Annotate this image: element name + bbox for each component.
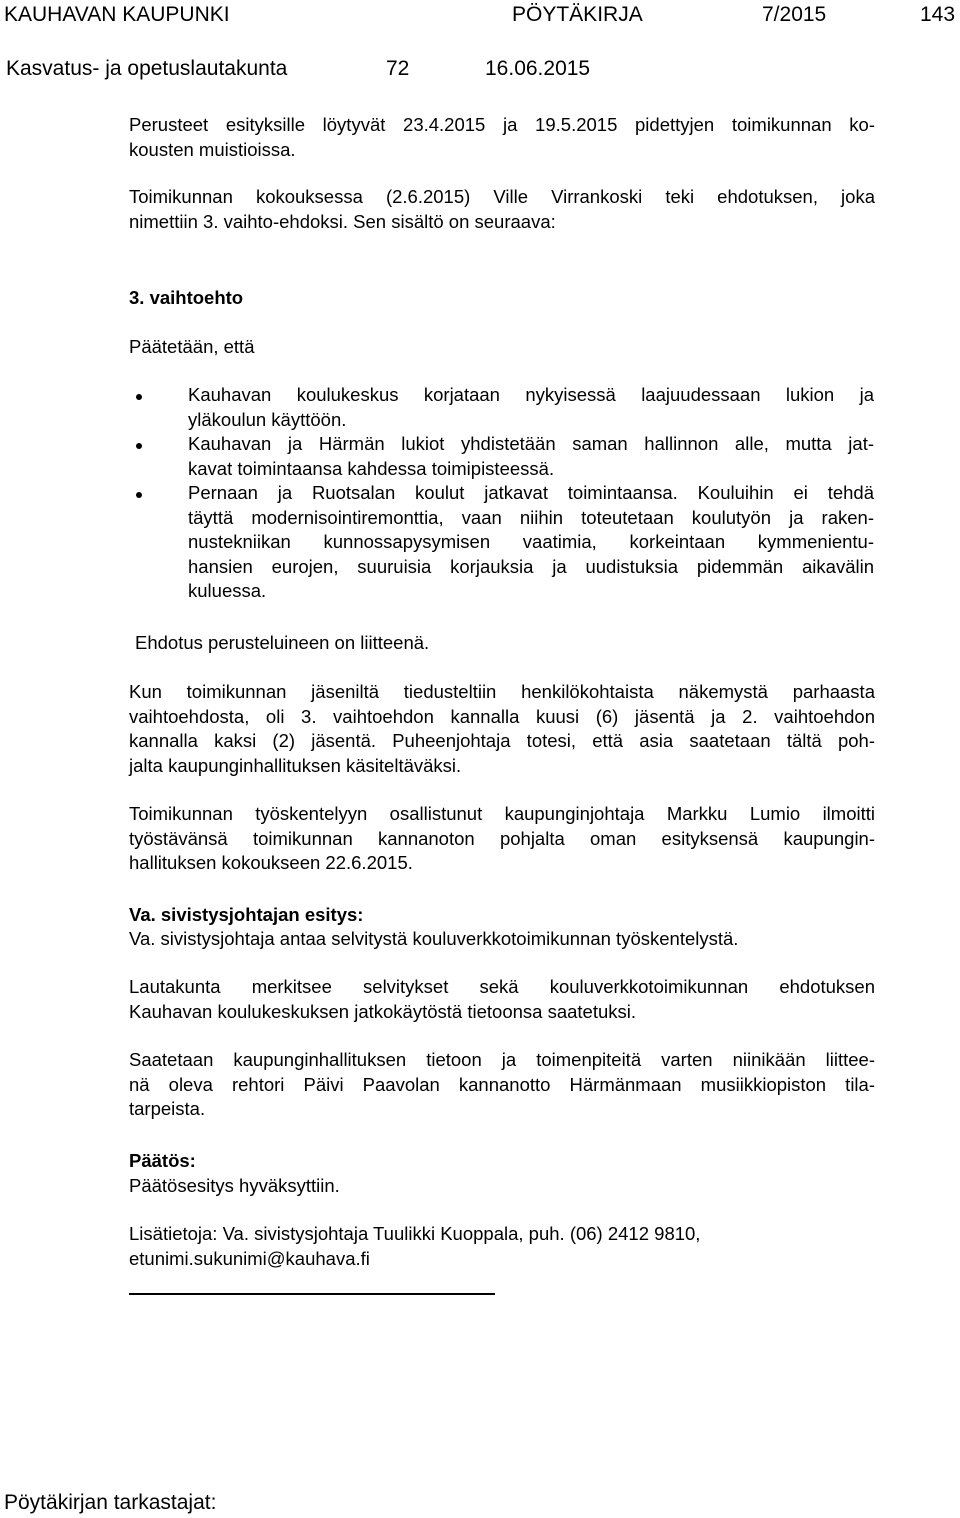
paragraph-board: Lautakunta merkitsee selvitykset sekä kouluverkkotoimikunnan ehdotuksen Kauhavan koulukeskuksen jatkokäytöstä tietoonsa saatetuksi. [129,976,875,1022]
meeting-date: 16.06.2015 [485,57,591,80]
bullet-dot [136,443,142,449]
decision-text: Päätösesitys hyväksyttiin. [129,1175,340,1196]
paragraph-meeting: Toimikunnan kokouksessa (2.6.2015) Ville Virrankoski teki ehdotuksen, joka nimettiin 3. vaihto-ehdoksi. Sen sisältö on seuraava: [129,186,875,232]
committee-name: Kasvatus- ja opetuslautakunta [6,57,288,80]
decision-heading: Päätös: [129,1150,196,1171]
contact-info: Lisätietoja: Va. sivistysjohtaja Tuulikki Kuoppala, puh. (06) 2412 9810, etunimi.sukunimi@kauhava.fi [129,1223,701,1269]
option-heading: 3. vaihtoehto [129,287,244,308]
document-number: 7/2015 [762,3,827,26]
paragraph-forward: Saatetaan kaupunginhallituksen tietoon ja toimenpiteitä varten niinikään liittee- nä oleva rehtori Päivi Paavolan kannanotto Härmänmaan musiikkiopiston tila- tarpeista. [129,1049,875,1119]
paragraph-basis: Perusteet esityksille löytyvät 23.4.2015 ja 19.5.2015 pidettyjen toimikunnan ko- kousten muistioissa. [129,114,875,160]
document-type: PÖYTÄKIRJA [512,3,643,26]
bullet-dot [136,394,142,400]
page-number: 143 [920,3,956,26]
bullet-item: Kauhavan koulukeskus korjataan nykyisessä laajuudessaan lukion ja yläkoulun käyttöön. [188,384,874,430]
paragraph-vote: Kun toimikunnan jäseniltä tiedusteltiin henkilökohtaista näkemystä parhaasta vaihtoehdosta, oli 3. vaihtoehdon kannalla kuusi (6) jäsentä ja 2. vaihtoehdon kannalla kaksi (2) jäsentä. Puheenjohtaja totesi, että asia saatetaan tältä poh- jalta kaupunginhallituksen käsiteltäväksi. [129,681,875,776]
proposal-note: Ehdotus perusteluineen on liitteenä. [135,632,430,653]
director-text: Va. sivistysjohtaja antaa selvitystä kouluverkkotoimikunnan työskentelystä. [129,928,739,949]
signature-line [129,1293,495,1295]
reviewers-label: Pöytäkirjan tarkastajat: [4,1491,217,1514]
section-number: 72 [386,57,410,80]
bullet-dot [136,492,142,498]
paragraph-mayor: Toimikunnan työskentelyyn osallistunut kaupunginjohtaja Markku Lumio ilmoitti työstävänsä toimikunnan kannanoton pohjalta oman esityksensä kaupungin- hallituksen kokoukseen 22.6.2015. [129,803,875,873]
decided-intro: Päätetään, että [129,336,255,357]
director-heading: Va. sivistysjohtajan esitys: [129,904,364,925]
bullet-item: Pernaan ja Ruotsalan koulut jatkavat toimintaansa. Kouluihin ei tehdä täyttä modernisointiremonttia, vaan niihin toteutetaan koulutyön ja raken- nustekniikan kunnossapysymisen vaatimia, korkeintaan kymmenientu- hansien eurojen, suuruisia korjauksia ja uudistuksia pidemmän aikavälin kuluessa. [188,482,874,601]
bullet-item: Kauhavan ja Härmän lukiot yhdistetään saman hallinnon alle, mutta jat- kavat toimintaansa kahdessa toimipisteessä. [188,433,874,479]
organization-name: KAUHAVAN KAUPUNKI [4,3,230,26]
